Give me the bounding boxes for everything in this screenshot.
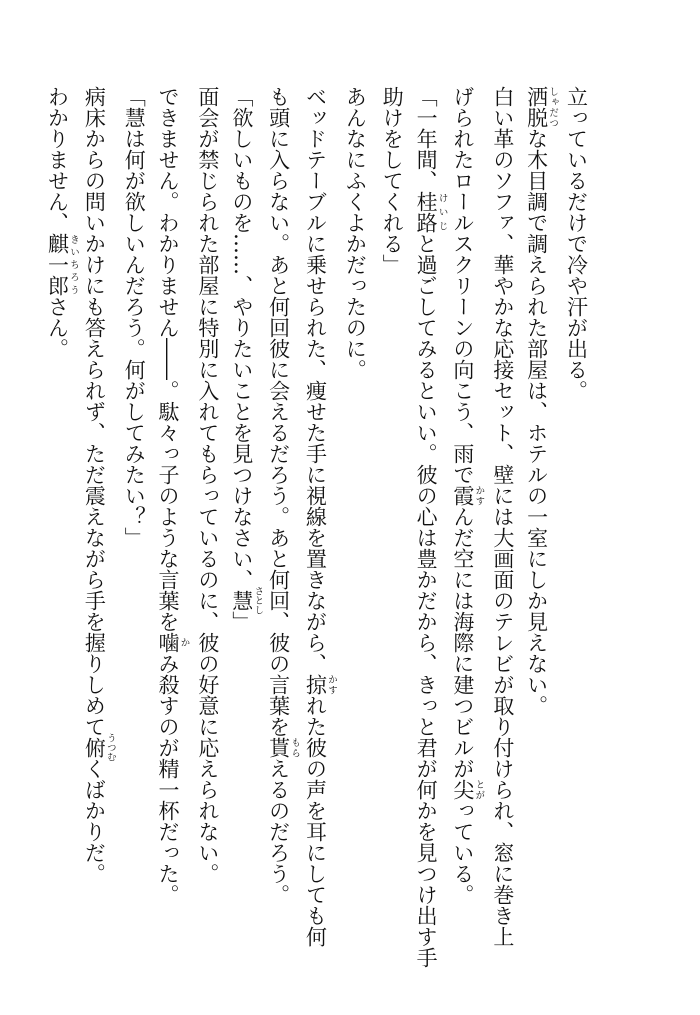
ruby-base-text: 貰 xyxy=(266,737,291,758)
text-segment: あんなにふくよかだったのに。 xyxy=(343,86,368,380)
text-line xyxy=(410,86,447,991)
text-segment: も頭に入らない。あと何回彼に会えるだろう。あと何回、彼の言葉を xyxy=(266,86,291,737)
text-line xyxy=(263,86,300,991)
text-line xyxy=(447,86,484,991)
ruby-annotation xyxy=(82,733,116,762)
ruby-annotation xyxy=(229,586,264,615)
ruby-base-text: 噛 xyxy=(156,632,180,653)
ruby-base-text: 霞 xyxy=(450,485,475,506)
ruby-reading: しゃだつ xyxy=(547,86,559,128)
text-segment: さん。 xyxy=(45,296,70,359)
ruby-base-text: 慧 xyxy=(229,586,254,615)
text-line xyxy=(373,86,410,991)
text-segment: な木目調で調えられた部屋は、ホテルの一室にしか見えない。 xyxy=(524,128,549,716)
ruby-reading: もら xyxy=(289,737,301,758)
text-segment: 助けをしてくれる」 xyxy=(380,86,405,275)
ruby-base-text: 洒脱 xyxy=(524,86,549,128)
ruby-reading: さとし xyxy=(252,586,264,615)
text-line xyxy=(189,86,226,991)
ruby-base-text: 桂路 xyxy=(414,191,439,233)
ruby-base-text: 俯 xyxy=(82,733,107,762)
text-segment: っている。 xyxy=(450,800,475,905)
text-segment: 「慧は何が欲しいんだろう。何がしてみたい？」 xyxy=(122,86,147,548)
text-segment: んだ空には海際に建つビルが xyxy=(450,506,475,779)
text-line xyxy=(336,86,373,991)
ruby-annotation xyxy=(303,674,337,695)
ruby-base-text: 尖 xyxy=(450,779,475,800)
ruby-annotation xyxy=(450,485,485,506)
ruby-reading: かす xyxy=(473,485,485,506)
text-segment: 立っているだけで冷や汗が出る。 xyxy=(564,86,589,401)
text-segment: できません。わかりません――。駄々っ子のような言葉を xyxy=(156,86,180,632)
ruby-reading: きいちろう xyxy=(68,233,79,296)
text-segment: げられたロールスクリーンの向こう、雨で xyxy=(450,86,475,485)
text-line xyxy=(300,86,337,991)
ruby-annotation xyxy=(45,233,79,296)
ruby-reading: か xyxy=(178,632,190,653)
text-line xyxy=(558,86,595,991)
ruby-reading: かす xyxy=(326,674,337,695)
text-segment: れた彼の声を耳にしても何 xyxy=(303,695,328,947)
text-segment: えるのだろう。 xyxy=(266,758,291,905)
text-line xyxy=(42,86,79,991)
ruby-annotation xyxy=(156,632,190,653)
ruby-reading: とが xyxy=(473,779,485,800)
text-segment: 「一年間、 xyxy=(414,86,439,191)
text-segment: 」 xyxy=(229,611,254,632)
text-line xyxy=(484,86,521,991)
text-segment: 面会が禁じられた部屋に特別に入れてもらっているのに、彼の好意に応えられない。 xyxy=(195,86,220,884)
ruby-annotation xyxy=(450,779,485,800)
ruby-reading: うつむ xyxy=(104,733,116,762)
text-line xyxy=(115,86,152,991)
text-line xyxy=(152,86,189,991)
ruby-annotation xyxy=(524,86,559,128)
text-segment: ベッドテーブルに乗せられた、痩せた手に視線を置きながら、 xyxy=(303,86,328,674)
text-segment: くばかりだ。 xyxy=(82,758,107,884)
ruby-annotation xyxy=(414,191,448,233)
ruby-annotation xyxy=(266,737,301,758)
text-line xyxy=(78,86,115,991)
text-segment: 白い革のソファ、華やかな応接セット、壁には大画面のテレビが取り付けられ、窓に巻き上 xyxy=(490,86,515,947)
text-segment: と過ごしてみるといい。彼の心は豊かだから、きっと君が何かを見つけ出す手 xyxy=(414,233,439,968)
ruby-base-text: 掠 xyxy=(303,674,328,695)
text-line xyxy=(226,86,263,991)
ruby-reading: けいじ xyxy=(436,191,448,233)
text-line xyxy=(521,86,558,991)
ruby-base-text: 麒一郎 xyxy=(45,233,70,296)
text-segment: み殺すのが精一杯だった。 xyxy=(156,653,180,905)
text-segment: わかりません、 xyxy=(45,86,70,233)
text-segment: 「欲しいものを……、やりたいことを見つけなさい、 xyxy=(229,86,254,590)
text-segment: 病床からの問いかけにも答えられず、ただ震えながら手を握りしめて xyxy=(82,86,107,737)
